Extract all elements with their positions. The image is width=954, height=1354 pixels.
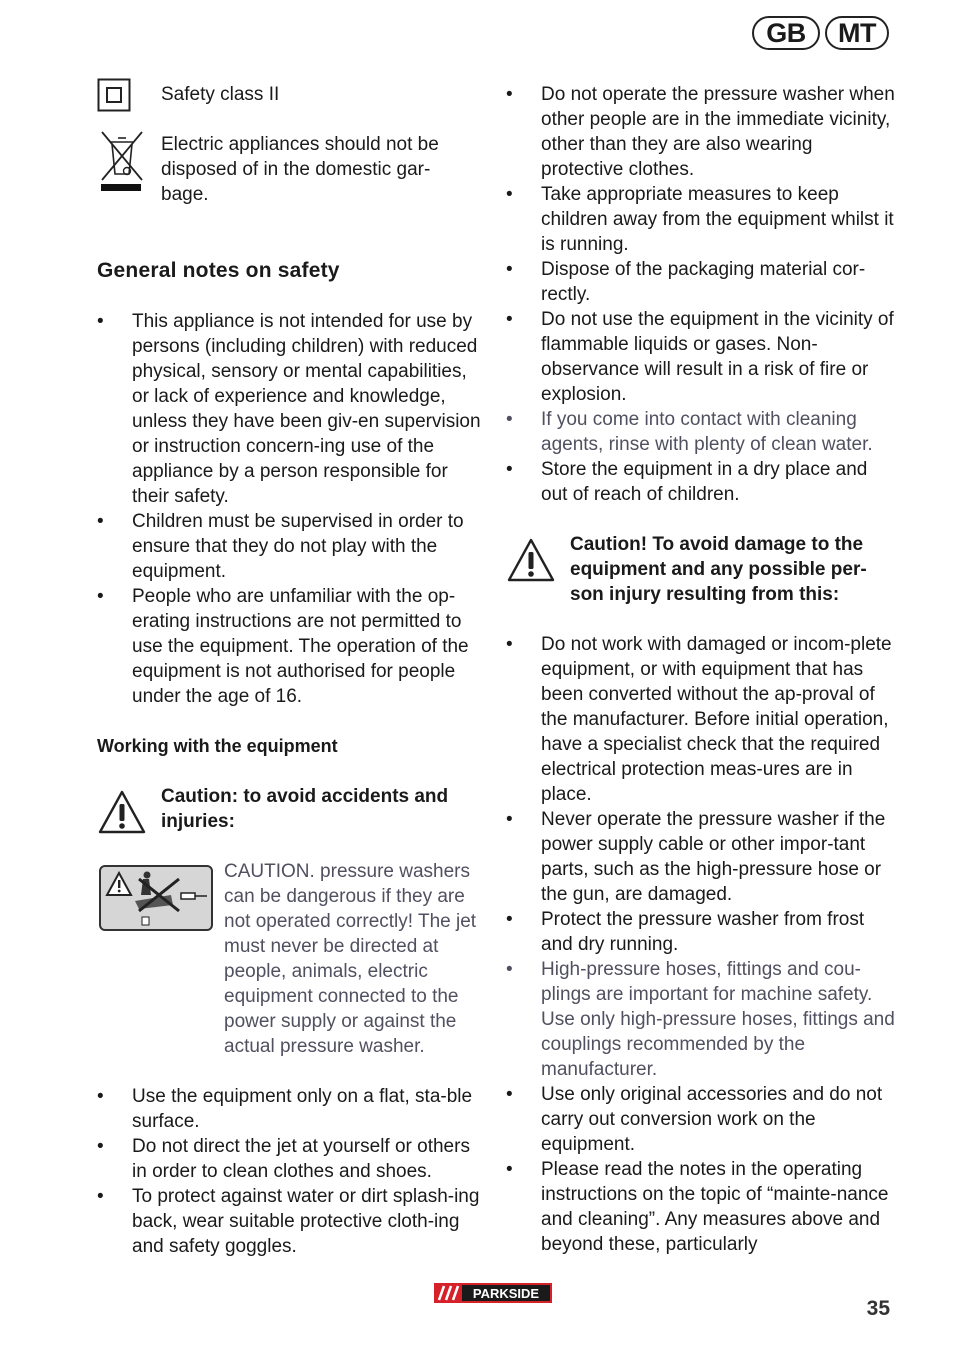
left-bullets-b	[97, 1084, 482, 1259]
svg-text:PARKSIDE: PARKSIDE	[472, 1286, 540, 1301]
list-item: • This appliance is not intended for use by persons (including children) with reduced physical, sensory or mental capabilities, or lack of experience and knowledge, unless they have been giv-en supervision or instruction concern-ing use of the appliance by a person responsible for their safety.	[97, 311, 481, 507]
list-item: • Please read the notes in the operating instructions on the topic of “mainte-nance and cleaning”. Any measures above and beyond these, particularly	[506, 1159, 889, 1255]
left-column	[97, 82, 482, 1259]
list-item: • Do not direct the jet at yourself or others in order to clean clothes and shoes.	[97, 1136, 470, 1182]
list-item: • Use only original accessories and do not carry out conversion work on the equipment.	[506, 1084, 883, 1155]
list-item: • Protect the pressure washer from frost and dry running.	[506, 909, 865, 955]
caution-damage	[506, 532, 896, 607]
warning-triangle-icon	[506, 537, 556, 590]
list-item: • Store the equipment in a dry place and out of reach of children.	[506, 459, 868, 505]
list-item: • Dispose of the packaging material cor-rectly.	[506, 259, 866, 305]
safety-class-row	[97, 82, 482, 122]
right-bullets-b	[506, 632, 896, 1257]
lang-badge-mt: MT	[825, 16, 889, 50]
list-item: • If you come into contact with cleaning agents, rinse with plenty of clean water.	[506, 409, 873, 455]
page-number: 35	[866, 1297, 890, 1320]
list-item: • High-pressure hoses, fittings and cou-plings are important for machine safety. Use only high-pressure hoses, fittings and couplings recommended by the manufacturer.	[506, 959, 895, 1080]
list-item: • Take appropriate measures to keep children away from the equipment whilst it is running.	[506, 184, 894, 255]
right-column	[506, 82, 896, 1257]
disposal-row	[97, 132, 482, 207]
list-item: • Do not use the equipment in the vicinity of flammable liquids or gases. Non-observance will result in a risk of fire or explosion.	[506, 309, 894, 405]
pressure-washer-warning-label-icon	[99, 865, 213, 938]
disposal-text: Electric appliances should not be disposed of in the domestic gar-bage.	[161, 134, 439, 205]
caution-heading: Caution: to avoid accidents and injuries:	[161, 786, 449, 832]
caution-accidents	[97, 784, 482, 834]
crossed-bin-icon	[97, 130, 147, 201]
list-item: • Use the equipment only on a flat, sta-ble surface.	[97, 1086, 473, 1132]
list-item: • People who are unfamiliar with the op-erating instructions are not permitted to use the equipment. The operation of the equipment is not authorised for people under the age of 16.	[97, 586, 469, 707]
list-item: • Children must be supervised in order to ensure that they do not play with the equipment.	[97, 511, 464, 582]
left-bullets-a	[97, 309, 482, 709]
list-item: • Never operate the pressure washer if the power supply cable or other impor-tant parts, such as the high-pressure hose or the gun, are damaged.	[506, 809, 886, 905]
list-item: • To protect against water or dirt splash-ing back, wear suitable protective cloth-ing and safety goggles.	[97, 1186, 480, 1257]
list-item: • Do not operate the pressure washer when other people are in the immediate vicinity, other than they are also wearing protective clothes.	[506, 84, 895, 180]
pressure-washer-label-block	[97, 859, 482, 1059]
lang-badge-gb: GB	[752, 16, 820, 50]
safety-class-text: Safety class II	[161, 84, 280, 105]
caution-heading: Caution! To avoid damage to the equipment and any possible per-son injury resulting from this:	[570, 534, 867, 605]
subsection-title: Working with the equipment	[97, 736, 338, 756]
safety-class-ii-icon	[97, 78, 131, 119]
right-bullets-a	[506, 82, 896, 507]
section-title: General notes on safety	[97, 259, 340, 282]
parkside-logo	[434, 1283, 552, 1303]
list-item: • Do not work with damaged or incom-plete equipment, or with equipment that has been converted without the ap-proval of the manufacturer. Before initial operation, have a specialist check that the required electrical protection meas-ures are in place.	[506, 634, 892, 805]
warning-triangle-icon	[97, 789, 147, 842]
caution-label-text: CAUTION. pressure washers can be dangerous if they are not operated correctly! The jet must never be directed at people, animals, electric equipment connected to the power supply or against the actual pressure washer.	[224, 861, 477, 1057]
